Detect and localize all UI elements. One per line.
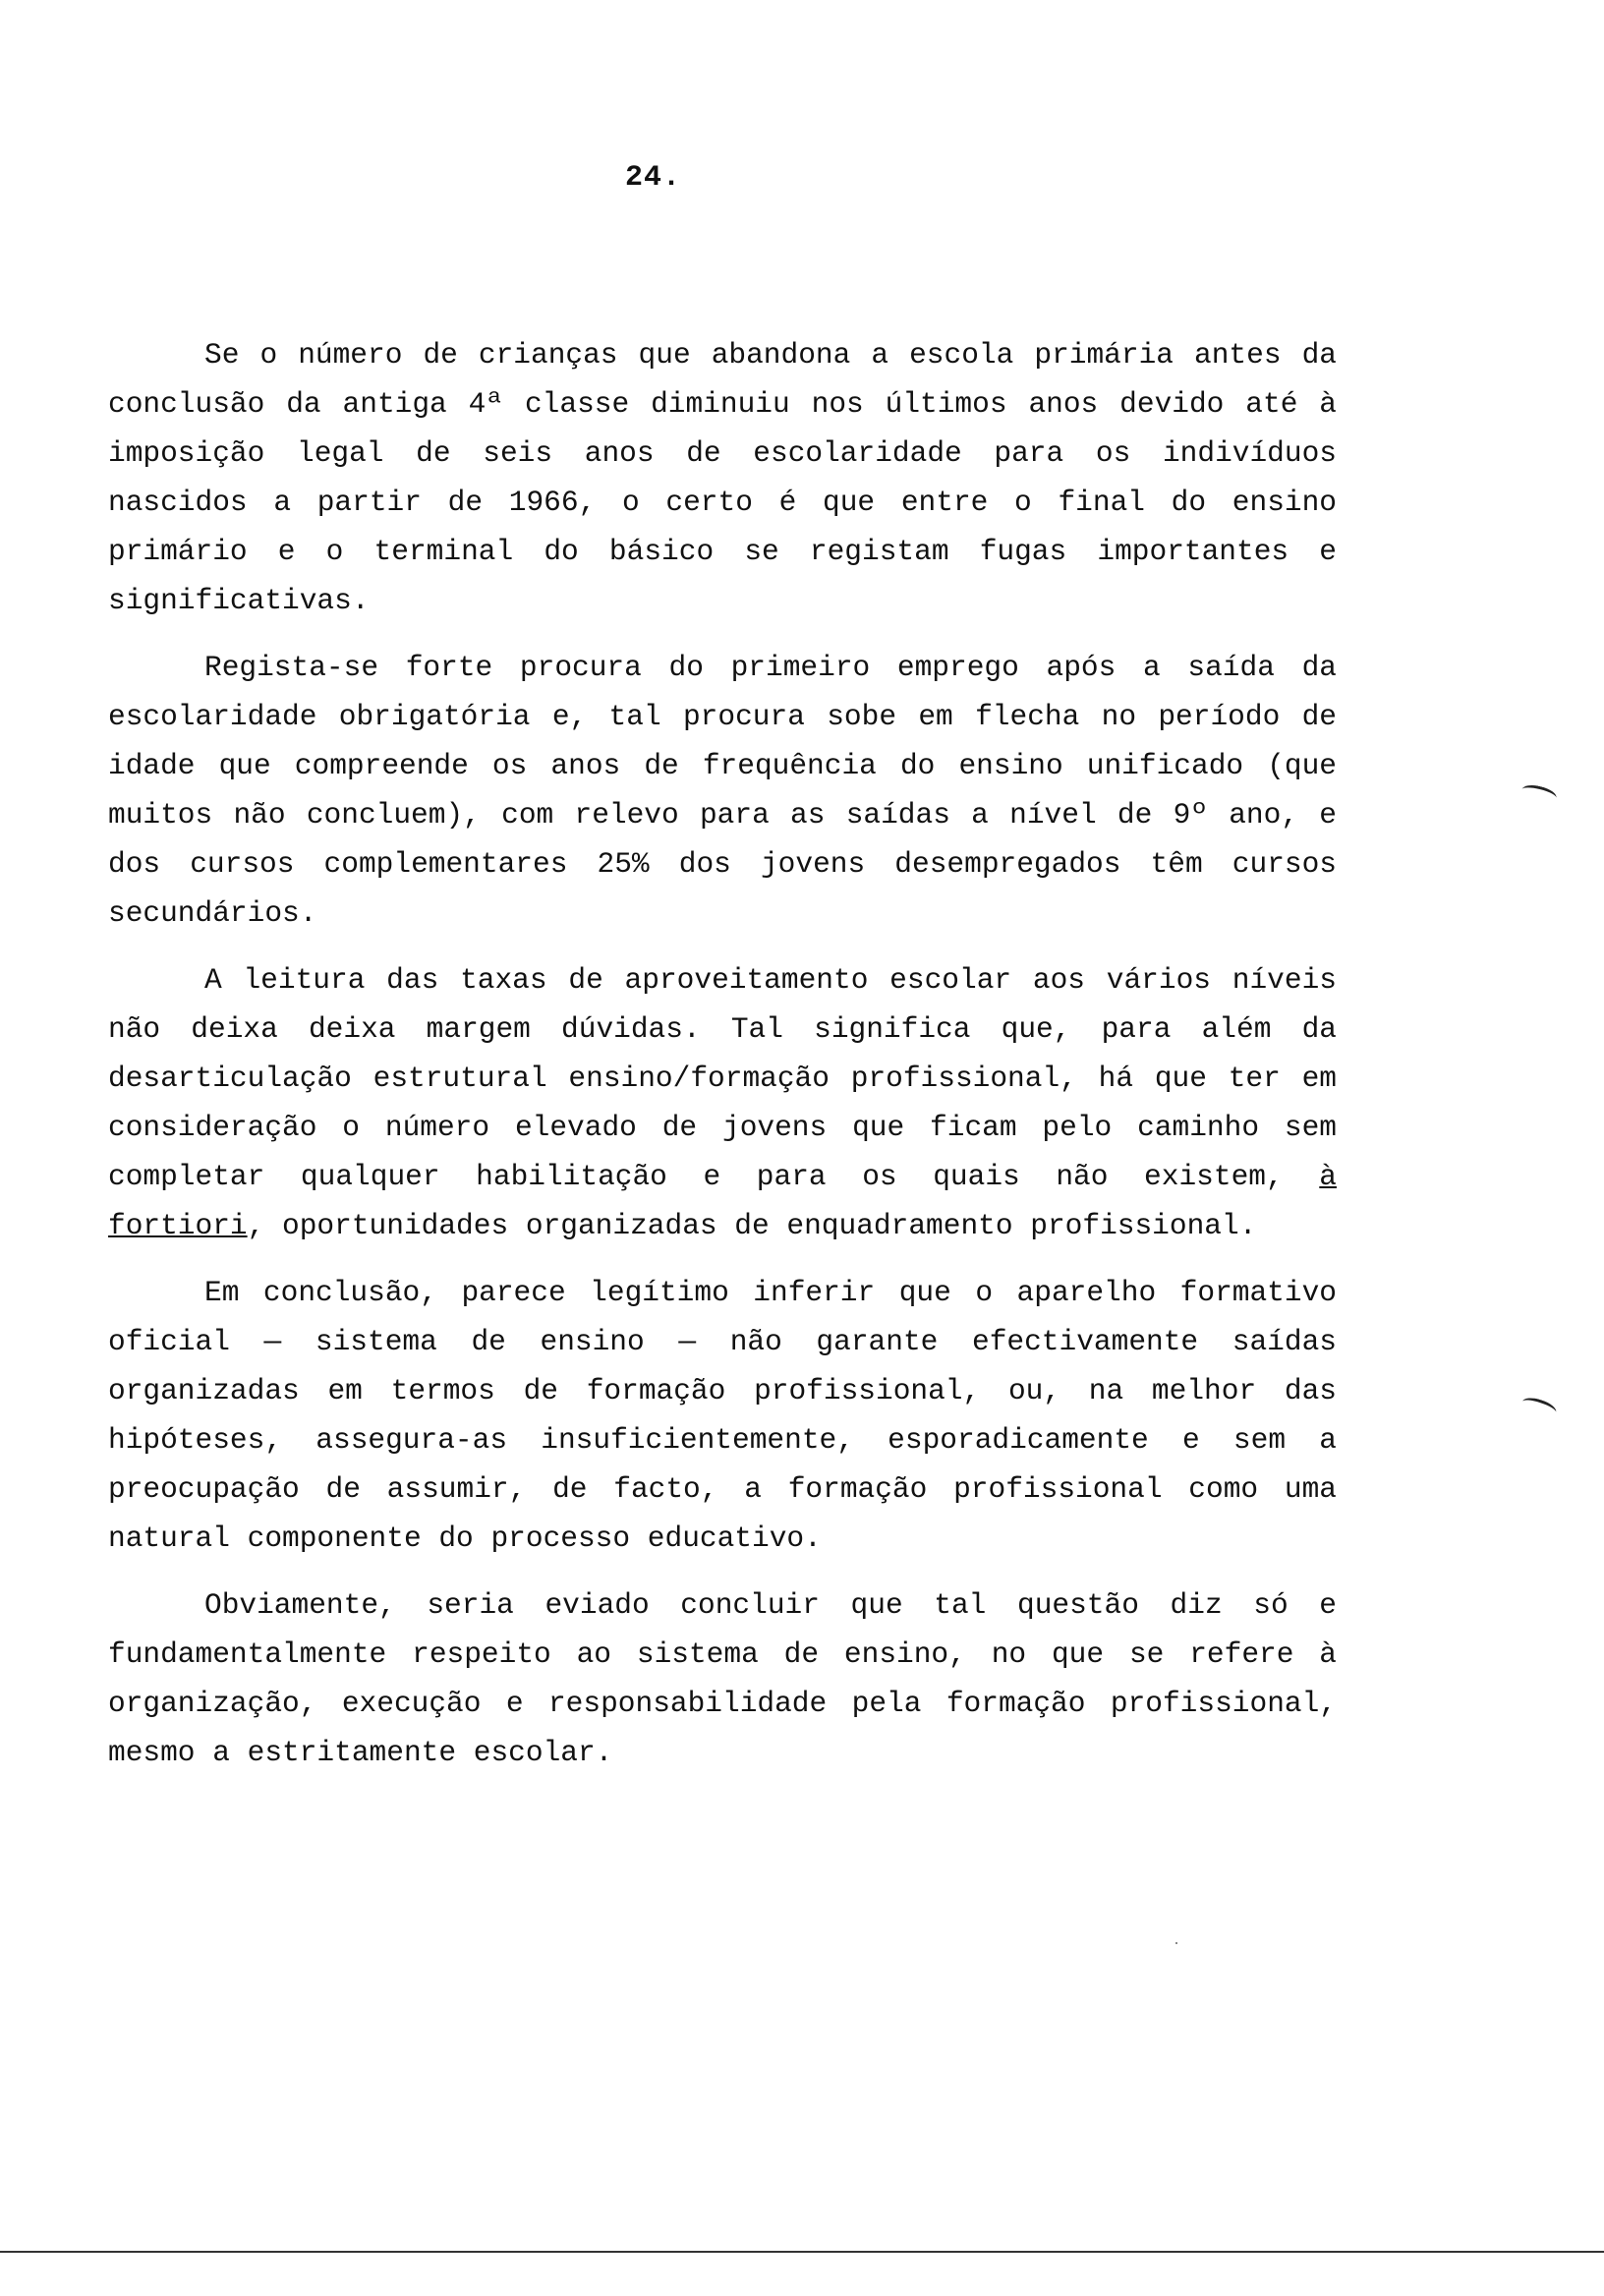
margin-tick-mark xyxy=(1520,782,1559,805)
margin-tick-mark xyxy=(1520,1395,1559,1419)
paragraph-3-text-a: A leitura das taxas de aproveitamento escolar aos vários níveis não deixa deixa margem dúvidas. Tal significa que, para além da desarticulação estrutural ensino/formação profissional, há que ter em consideração o número elevado de jovens que ficam pelo caminho sem completar qualquer habilitação e para os quais não existem, xyxy=(108,963,1337,1193)
paragraph-2-text: Regista-se forte procura do primeiro emprego após a saída da escolaridade obrigatória e, tal procura sobe em flecha no período de idade que compreende os anos de frequência do ensino unificado (que muitos não concluem), com relevo para as saídas a nível de 9º ano, e dos cursos complementares 25% dos jovens desempregados têm cursos secundários. xyxy=(108,651,1337,930)
paragraph-5-text: Obviamente, seria eviado concluir que tal questão diz só e fundamentalmente respeito ao sistema de ensino, no que se refere à organização, execução e responsabilidade pela formação profissional, mesmo a estritamente escolar. xyxy=(108,1588,1337,1769)
paragraph-2 xyxy=(108,643,1337,938)
body-text xyxy=(108,330,1337,1795)
bottom-rule xyxy=(0,2251,1604,2253)
paragraph-1 xyxy=(108,330,1337,625)
scan-speck xyxy=(1175,1942,1177,1944)
paragraph-3-text-b: , oportunidades organizadas de enquadramento profissional. xyxy=(247,1209,1257,1242)
underlined-phrase: à fortiori xyxy=(108,1160,1337,1242)
paragraph-1-text: Se o número de crianças que abandona a escola primária antes da conclusão da antiga 4ª classe diminuiu nos últimos anos devido até à imposição legal de seis anos de escolaridade para os indivíduos nascidos a partir de 1966, o certo é que entre o final do ensino primário e o terminal do básico se registam fugas importantes e significativas. xyxy=(108,338,1337,617)
paragraph-4 xyxy=(108,1268,1337,1563)
paragraph-5 xyxy=(108,1580,1337,1777)
page-number: 24. xyxy=(625,161,682,195)
paragraph-3 xyxy=(108,955,1337,1250)
paragraph-4-text: Em conclusão, parece legítimo inferir que o aparelho formativo oficial — sistema de ensino — não garante efectivamente saídas organizadas em termos de formação profissional, ou, na melhor das hipóteses, assegura-as insuficientemente, esporadicamente e sem a preocupação de assumir, de facto, a formação profissional como uma natural componente do processo educativo. xyxy=(108,1276,1337,1555)
